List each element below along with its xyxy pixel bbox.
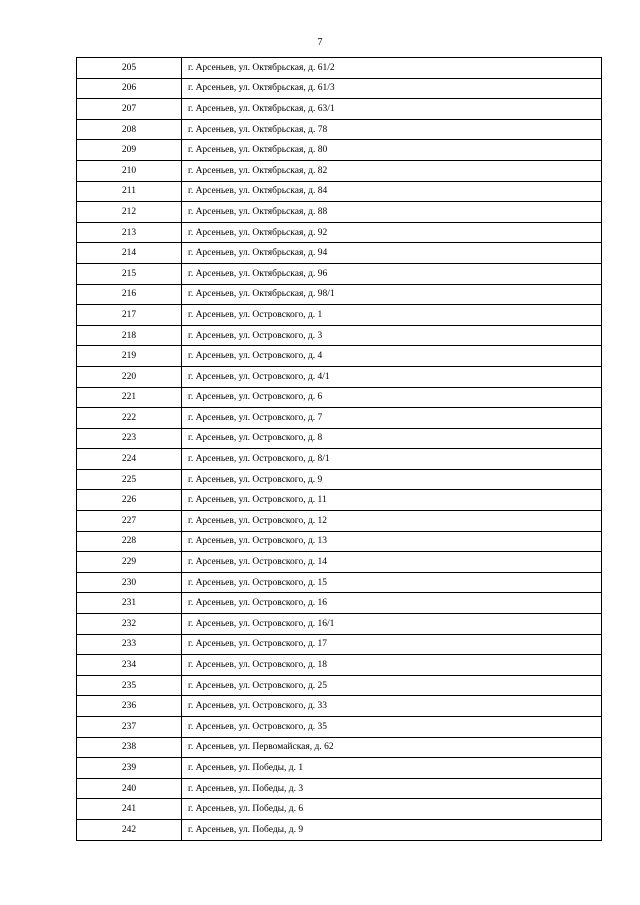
table-row <box>77 696 602 717</box>
address-cell: г. Арсеньев, ул. Островского, д. 33 <box>182 696 602 717</box>
table-row <box>77 449 602 470</box>
address-cell: г. Арсеньев, ул. Октябрьская, д. 78 <box>182 119 602 140</box>
row-number-cell: 240 <box>77 778 182 799</box>
row-number-cell: 214 <box>77 243 182 264</box>
row-number-cell: 215 <box>77 263 182 284</box>
table-row <box>77 799 602 820</box>
table-row <box>77 675 602 696</box>
address-cell: г. Арсеньев, ул. Островского, д. 35 <box>182 717 602 738</box>
row-number-cell: 235 <box>77 675 182 696</box>
row-number-cell: 211 <box>77 181 182 202</box>
row-number-cell: 241 <box>77 799 182 820</box>
address-cell: г. Арсеньев, ул. Победы, д. 3 <box>182 778 602 799</box>
address-cell: г. Арсеньев, ул. Островского, д. 3 <box>182 325 602 346</box>
address-table-body <box>77 58 602 841</box>
table-row <box>77 778 602 799</box>
address-cell: г. Арсеньев, ул. Островского, д. 4/1 <box>182 366 602 387</box>
address-cell: г. Арсеньев, ул. Победы, д. 6 <box>182 799 602 820</box>
address-cell: г. Арсеньев, ул. Первомайская, д. 62 <box>182 737 602 758</box>
address-cell: г. Арсеньев, ул. Октябрьская, д. 96 <box>182 263 602 284</box>
row-number-cell: 231 <box>77 593 182 614</box>
address-cell: г. Арсеньев, ул. Островского, д. 13 <box>182 531 602 552</box>
address-cell: г. Арсеньев, ул. Островского, д. 4 <box>182 346 602 367</box>
address-cell: г. Арсеньев, ул. Островского, д. 7 <box>182 408 602 429</box>
row-number-cell: 225 <box>77 469 182 490</box>
row-number-cell: 239 <box>77 758 182 779</box>
row-number-cell: 224 <box>77 449 182 470</box>
address-cell: г. Арсеньев, ул. Октябрьская, д. 61/2 <box>182 58 602 79</box>
address-cell: г. Арсеньев, ул. Октябрьская, д. 63/1 <box>182 99 602 120</box>
row-number-cell: 209 <box>77 140 182 161</box>
address-cell: г. Арсеньев, ул. Октябрьская, д. 92 <box>182 222 602 243</box>
address-table <box>76 57 602 841</box>
address-cell: г. Арсеньев, ул. Островского, д. 17 <box>182 634 602 655</box>
table-row <box>77 408 602 429</box>
row-number-cell: 208 <box>77 119 182 140</box>
table-row <box>77 181 602 202</box>
address-cell: г. Арсеньев, ул. Островского, д. 12 <box>182 511 602 532</box>
table-row <box>77 593 602 614</box>
table-row <box>77 490 602 511</box>
address-cell: г. Арсеньев, ул. Октябрьская, д. 61/3 <box>182 78 602 99</box>
row-number-cell: 205 <box>77 58 182 79</box>
address-cell: г. Арсеньев, ул. Октябрьская, д. 94 <box>182 243 602 264</box>
row-number-cell: 216 <box>77 284 182 305</box>
table-row <box>77 572 602 593</box>
table-row <box>77 119 602 140</box>
table-row <box>77 58 602 79</box>
table-row <box>77 469 602 490</box>
table-row <box>77 717 602 738</box>
row-number-cell: 221 <box>77 387 182 408</box>
row-number-cell: 242 <box>77 819 182 840</box>
table-row <box>77 78 602 99</box>
table-row <box>77 428 602 449</box>
table-row <box>77 634 602 655</box>
row-number-cell: 222 <box>77 408 182 429</box>
row-number-cell: 228 <box>77 531 182 552</box>
row-number-cell: 226 <box>77 490 182 511</box>
table-row <box>77 819 602 840</box>
table-row <box>77 758 602 779</box>
row-number-cell: 220 <box>77 366 182 387</box>
table-row <box>77 387 602 408</box>
table-row <box>77 160 602 181</box>
page-number: 7 <box>317 37 323 48</box>
address-cell: г. Арсеньев, ул. Островского, д. 9 <box>182 469 602 490</box>
table-row <box>77 737 602 758</box>
table-row <box>77 655 602 676</box>
row-number-cell: 234 <box>77 655 182 676</box>
address-cell: г. Арсеньев, ул. Островского, д. 8 <box>182 428 602 449</box>
row-number-cell: 238 <box>77 737 182 758</box>
table-row <box>77 366 602 387</box>
row-number-cell: 218 <box>77 325 182 346</box>
address-cell: г. Арсеньев, ул. Островского, д. 6 <box>182 387 602 408</box>
table-row <box>77 284 602 305</box>
row-number-cell: 227 <box>77 511 182 532</box>
row-number-cell: 236 <box>77 696 182 717</box>
row-number-cell: 212 <box>77 202 182 223</box>
address-cell: г. Арсеньев, ул. Победы, д. 1 <box>182 758 602 779</box>
table-row <box>77 531 602 552</box>
table-row <box>77 305 602 326</box>
address-cell: г. Арсеньев, ул. Октябрьская, д. 98/1 <box>182 284 602 305</box>
table-row <box>77 99 602 120</box>
row-number-cell: 233 <box>77 634 182 655</box>
table-row <box>77 511 602 532</box>
address-cell: г. Арсеньев, ул. Островского, д. 16 <box>182 593 602 614</box>
row-number-cell: 223 <box>77 428 182 449</box>
table-row <box>77 346 602 367</box>
row-number-cell: 229 <box>77 552 182 573</box>
row-number-cell: 219 <box>77 346 182 367</box>
address-cell: г. Арсеньев, ул. Островского, д. 15 <box>182 572 602 593</box>
table-row <box>77 552 602 573</box>
address-cell: г. Арсеньев, ул. Островского, д. 18 <box>182 655 602 676</box>
table-row <box>77 202 602 223</box>
address-cell: г. Арсеньев, ул. Островского, д. 11 <box>182 490 602 511</box>
table-row <box>77 325 602 346</box>
row-number-cell: 210 <box>77 160 182 181</box>
address-cell: г. Арсеньев, ул. Октябрьская, д. 88 <box>182 202 602 223</box>
row-number-cell: 232 <box>77 614 182 635</box>
address-cell: г. Арсеньев, ул. Островского, д. 16/1 <box>182 614 602 635</box>
row-number-cell: 206 <box>77 78 182 99</box>
row-number-cell: 230 <box>77 572 182 593</box>
table-row <box>77 614 602 635</box>
table-row <box>77 263 602 284</box>
address-cell: г. Арсеньев, ул. Островского, д. 8/1 <box>182 449 602 470</box>
address-cell: г. Арсеньев, ул. Островского, д. 1 <box>182 305 602 326</box>
row-number-cell: 207 <box>77 99 182 120</box>
address-cell: г. Арсеньев, ул. Октябрьская, д. 82 <box>182 160 602 181</box>
row-number-cell: 217 <box>77 305 182 326</box>
address-cell: г. Арсеньев, ул. Октябрьская, д. 84 <box>182 181 602 202</box>
row-number-cell: 213 <box>77 222 182 243</box>
address-cell: г. Арсеньев, ул. Октябрьская, д. 80 <box>182 140 602 161</box>
address-cell: г. Арсеньев, ул. Островского, д. 25 <box>182 675 602 696</box>
address-cell: г. Арсеньев, ул. Победы, д. 9 <box>182 819 602 840</box>
address-cell: г. Арсеньев, ул. Островского, д. 14 <box>182 552 602 573</box>
table-row <box>77 243 602 264</box>
table-row <box>77 222 602 243</box>
table-row <box>77 140 602 161</box>
row-number-cell: 237 <box>77 717 182 738</box>
